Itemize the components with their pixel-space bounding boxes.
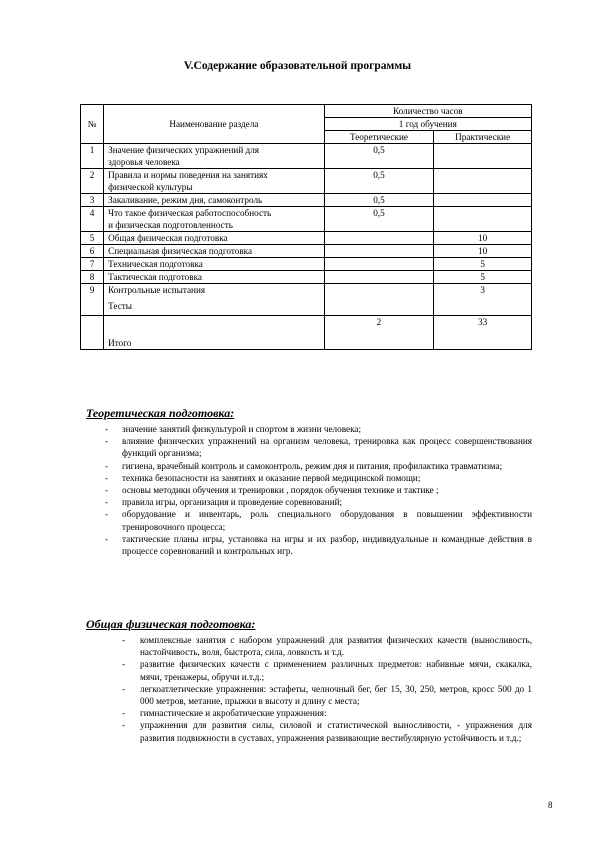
table-row (81, 284, 532, 316)
list-item: - гимнастические и акробатические упражнения: (122, 708, 327, 719)
table-row (81, 207, 532, 232)
row-practice: 5 (434, 271, 532, 284)
header-theory: Теоретические (324, 131, 434, 144)
header-year: 1 год обучения (324, 118, 531, 131)
list-item: - техника безопасности на занятиях и оказание первой медицинской помощи; (105, 472, 421, 483)
list-item: - оборудование и инвентарь, роль специального оборудования в повышении эффективности тренировочного процесса; (105, 509, 532, 532)
total-theory: 2 (324, 316, 434, 350)
row-practice: 10 (434, 245, 532, 258)
row-practice: 5 (434, 258, 532, 271)
row-name: Контрольные испытания Тесты (104, 284, 324, 316)
row-name: Что такое физическая работоспособность и физическая подготовленность (104, 207, 324, 232)
general-list (122, 634, 532, 744)
row-practice (434, 169, 532, 194)
list-item: - влияние физических упражнений на организм человека, тренировка как процесс совершенствования функций организма; (105, 436, 532, 459)
row-num: 1 (81, 144, 104, 169)
table-row (81, 194, 532, 207)
header-hours: Количество часов (324, 105, 531, 118)
row-num: 6 (81, 245, 104, 258)
list-item: - гигиена, врачебный контроль и самоконтроль, режим дня и питания, профилактика травматизма; (105, 460, 503, 471)
row-theory (324, 245, 434, 258)
list-item: - легкоатлетические упражнения: эстафеты, челночный бег, бег 15, 30, 250, метров, кросс 500 до 1 000 метров, метание, прыжки в высоту и длину с места; (122, 683, 532, 707)
hours-table (80, 104, 532, 350)
header-num: № (81, 105, 104, 144)
table-row-total (81, 316, 532, 350)
list-item: - значение занятий физкультурой и спортом в жизни человека; (105, 424, 362, 434)
table-row (81, 169, 532, 194)
row-name: Специальная физическая подготовка (104, 245, 324, 258)
list-item: - тактические планы игры, установка на игры и их разбор, индивидуальные и командные действия в процессе соревнований и контрольных игр. (105, 533, 532, 557)
table-row (81, 144, 532, 169)
row-theory: 0,5 (324, 169, 434, 194)
list-item: - развитие физических качеств с применением различных предметов: набивные мячи, скакалка, мячи, тренажеры, обручи и.т.д.; (122, 659, 532, 682)
total-label: Итого (104, 316, 324, 350)
row-num: 7 (81, 258, 104, 271)
row-name: Тактическая подготовка (104, 271, 324, 284)
row-name: Техническая подготовка (104, 258, 324, 271)
row-theory (324, 232, 434, 245)
row-practice: 10 (434, 232, 532, 245)
row-num: 9 (81, 284, 104, 316)
row-num: 5 (81, 232, 104, 245)
row-num: 2 (81, 169, 104, 194)
row-practice (434, 207, 532, 232)
row-practice: 3 (434, 284, 532, 316)
header-practice: Практические (434, 131, 532, 144)
row-name: Значение физических упражнений для здоровья человека (104, 144, 324, 169)
row-practice (434, 144, 532, 169)
table-row (81, 271, 532, 284)
theory-section-title: Теоретическая подготовка: (86, 406, 235, 420)
row-name: Правила и нормы поведения на занятиях физической культуры (104, 169, 324, 194)
theory-list (105, 423, 532, 557)
table-row (81, 232, 532, 245)
header-name: Наименование раздела (104, 105, 324, 144)
row-theory (324, 271, 434, 284)
row-num: 3 (81, 194, 104, 207)
table-row (81, 258, 532, 271)
row-num: 4 (81, 207, 104, 232)
row-theory: 0,5 (324, 194, 434, 207)
row-theory (324, 284, 434, 316)
total-practice: 33 (434, 316, 532, 350)
list-item: - упражнения для развития силы, силовой и статистической выносливости, - упражнения для развития подвижности в суставах, упражнения развивающие вестибулярную устойчивость и т.д.; (122, 720, 532, 743)
row-practice (434, 194, 532, 207)
list-item: - основы методики обучения и тренировки , порядок обучения технике и тактике ; (105, 485, 439, 496)
page-number: 8 (548, 800, 553, 810)
list-item: - комплексные занятия с набором упражнений для развития физических качеств (выносливость, настойчивость, воля, быстрота, сила, ловкость и т.д. (122, 635, 532, 658)
row-theory (324, 258, 434, 271)
general-section-title: Общая физическая подготовка: (86, 617, 256, 631)
page-title: V.Содержание образовательной программы (183, 60, 412, 72)
row-theory: 0,5 (324, 144, 434, 169)
table-row (81, 245, 532, 258)
row-name: Общая физическая подготовка (104, 232, 324, 245)
row-name: Закаливание, режим дня, самоконтроль (104, 194, 324, 207)
list-item: - правила игры, организация и проведение соревнований; (105, 497, 343, 508)
row-theory: 0,5 (324, 207, 434, 232)
row-num: 8 (81, 271, 104, 284)
